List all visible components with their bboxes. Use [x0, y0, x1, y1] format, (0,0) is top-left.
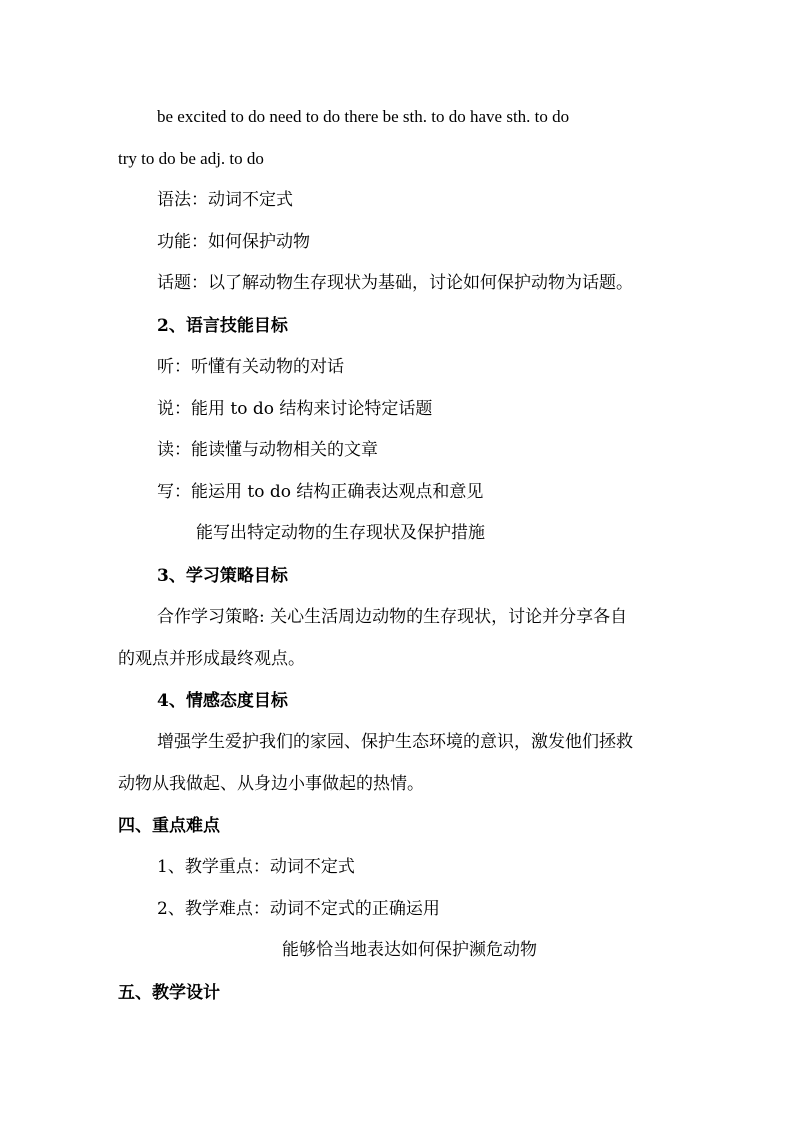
grammar-line: 语法：动词不定式 [157, 190, 293, 210]
writing-continuation: 能写出特定动物的生存现状及保护措施 [196, 523, 485, 543]
section-3-heading: 3、学习策略目标 [157, 566, 288, 586]
part-4-heading: 四、重点难点 [118, 816, 220, 836]
key-point-line: 1、教学重点：动词不定式 [157, 857, 355, 877]
strategy-line-1: 合作学习策略: 关心生活周边动物的生存现状，讨论并分享各自 [157, 607, 628, 627]
function-line: 功能：如何保护动物 [157, 232, 310, 252]
reading-line: 读：能读懂与动物相关的文章 [157, 440, 378, 460]
phrases-line-1: be excited to do need to do there be sth. to do have sth. to do [157, 107, 570, 126]
writing-line: 写：能运用 to do 结构正确表达观点和意见 [157, 482, 484, 502]
difficult-point-line: 2、教学难点：动词不定式的正确运用 [157, 899, 440, 919]
section-4-heading: 4、情感态度目标 [157, 691, 288, 711]
listening-line: 听：听懂有关动物的对话 [157, 357, 344, 377]
section-2-heading: 2、语言技能目标 [157, 316, 288, 336]
phrases-line-2: try to do be adj. to do [118, 149, 264, 168]
topic-line: 话题：以了解动物生存现状为基础，讨论如何保护动物为话题。 [157, 273, 633, 293]
speaking-line: 说：能用 to do 结构来讨论特定话题 [157, 399, 433, 419]
attitude-line-1: 增强学生爱护我们的家园、保护生态环境的意识，激发他们拯救 [157, 732, 633, 752]
difficult-point-continuation: 能够恰当地表达如何保护濒危动物 [282, 940, 537, 960]
strategy-line-2: 的观点并形成最终观点。 [118, 649, 305, 669]
attitude-line-2: 动物从我做起、从身边小事做起的热情。 [118, 774, 424, 794]
part-5-heading: 五、教学设计 [118, 983, 220, 1003]
